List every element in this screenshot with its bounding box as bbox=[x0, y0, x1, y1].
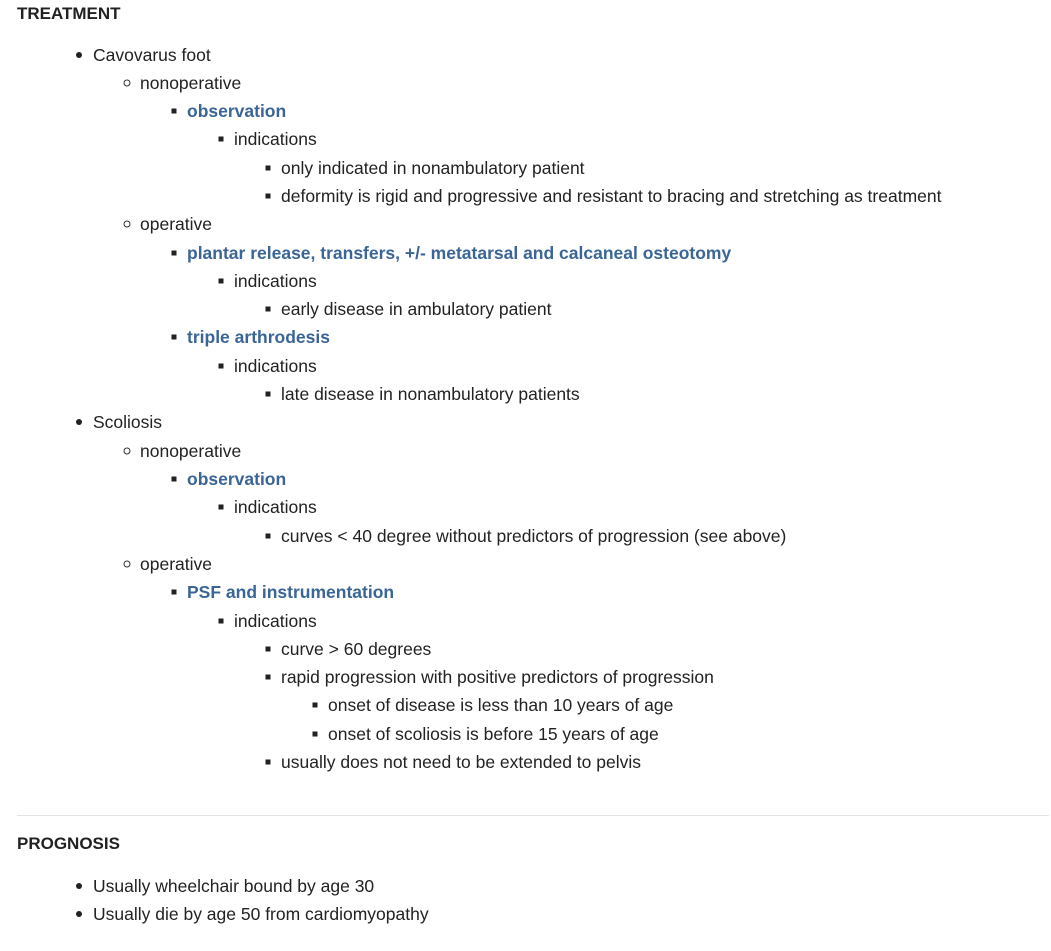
bullet-square bbox=[266, 307, 271, 312]
list-item-indications bbox=[221, 128, 317, 150]
bullet-square bbox=[172, 335, 177, 340]
item-text: Scoliosis bbox=[93, 412, 163, 432]
item-text: operative bbox=[140, 214, 212, 234]
section-divider bbox=[17, 815, 1049, 816]
item-text: onset of scoliosis is before 15 years of age bbox=[328, 724, 659, 744]
item-text: indications bbox=[234, 611, 317, 631]
bullet-square bbox=[219, 137, 224, 142]
bullet-square bbox=[172, 251, 177, 256]
list-item-nonoperative bbox=[127, 72, 241, 94]
bullet-square bbox=[266, 675, 271, 680]
list-item bbox=[268, 751, 641, 773]
item-text: operative bbox=[140, 554, 212, 574]
bullet-square bbox=[266, 392, 271, 397]
list-item-cavovarus bbox=[79, 44, 211, 66]
list-item-indications bbox=[221, 610, 317, 632]
item-text: indications bbox=[234, 129, 317, 149]
item-text: curve > 60 degrees bbox=[281, 639, 432, 659]
item-text: Usually wheelchair bound by age 30 bbox=[93, 876, 375, 896]
item-text: indications bbox=[234, 271, 317, 291]
list-item-scoliosis bbox=[79, 411, 162, 433]
bullet-square bbox=[219, 364, 224, 369]
bullet-disc bbox=[76, 911, 82, 917]
list-item-prognosis bbox=[79, 903, 429, 925]
list-item bbox=[315, 723, 659, 745]
list-item bbox=[268, 157, 585, 179]
observation-link[interactable]: observation bbox=[187, 469, 287, 489]
bullet-square bbox=[172, 477, 177, 482]
item-text: curves < 40 degree without predictors of progression (see above) bbox=[281, 526, 787, 546]
item-text: nonoperative bbox=[140, 73, 242, 93]
bullet-disc bbox=[76, 52, 82, 58]
bullet-square bbox=[313, 732, 318, 737]
bullet-disc bbox=[76, 883, 82, 889]
list-item-plantar-release bbox=[174, 242, 731, 264]
item-text: usually does not need to be extended to pelvis bbox=[281, 752, 641, 772]
bullet-square bbox=[266, 534, 271, 539]
bullet-square bbox=[172, 590, 177, 595]
item-text: rapid progression with positive predictors of progression bbox=[281, 667, 714, 687]
bullet-square bbox=[266, 647, 271, 652]
list-item-prognosis bbox=[79, 875, 374, 897]
list-item-operative bbox=[127, 553, 212, 575]
item-text: Usually die by age 50 from cardiomyopathy bbox=[93, 904, 429, 924]
list-item-nonoperative bbox=[127, 440, 241, 462]
list-item bbox=[268, 638, 431, 660]
list-item bbox=[315, 694, 673, 716]
prognosis-heading: PROGNOSIS bbox=[17, 834, 120, 853]
bullet-square bbox=[172, 109, 177, 114]
list-item bbox=[268, 185, 941, 207]
list-item-psf bbox=[174, 581, 394, 603]
item-text: late disease in nonambulatory patients bbox=[281, 384, 580, 404]
list-item-indications bbox=[221, 355, 317, 377]
bullet-square bbox=[266, 760, 271, 765]
list-item bbox=[268, 383, 580, 405]
treatment-heading: TREATMENT bbox=[17, 4, 121, 23]
bullet-square bbox=[219, 619, 224, 624]
bullet-circle bbox=[124, 448, 131, 455]
bullet-square bbox=[313, 703, 318, 708]
list-item-indications bbox=[221, 270, 317, 292]
item-text: deformity is rigid and progressive and resistant to bracing and stretching as treatment bbox=[281, 186, 942, 206]
item-text: Cavovarus foot bbox=[93, 45, 211, 65]
list-item-operative bbox=[127, 213, 212, 235]
item-text: nonoperative bbox=[140, 441, 242, 461]
list-item bbox=[268, 298, 551, 320]
item-text: indications bbox=[234, 497, 317, 517]
list-item-indications bbox=[221, 496, 317, 518]
list-item-triple-arthrodesis bbox=[174, 326, 330, 348]
item-text: early disease in ambulatory patient bbox=[281, 299, 552, 319]
plantar-release-link[interactable]: plantar release, transfers, +/- metatarsal and calcaneal osteotomy bbox=[187, 243, 732, 263]
bullet-square bbox=[219, 505, 224, 510]
item-text: onset of disease is less than 10 years of age bbox=[328, 695, 674, 715]
bullet-circle bbox=[124, 221, 131, 228]
bullet-square bbox=[219, 279, 224, 284]
bullet-circle bbox=[124, 561, 131, 568]
list-item-observation bbox=[174, 100, 286, 122]
list-item-observation bbox=[174, 468, 286, 490]
triple-arthrodesis-link[interactable]: triple arthrodesis bbox=[187, 327, 330, 347]
psf-instrumentation-link[interactable]: PSF and instrumentation bbox=[187, 582, 395, 602]
list-item bbox=[268, 525, 786, 547]
item-text: indications bbox=[234, 356, 317, 376]
bullet-circle bbox=[124, 80, 131, 87]
bullet-square bbox=[266, 194, 271, 199]
bullet-square bbox=[266, 166, 271, 171]
item-text: only indicated in nonambulatory patient bbox=[281, 158, 585, 178]
list-item bbox=[268, 666, 714, 688]
bullet-disc bbox=[76, 419, 82, 425]
observation-link[interactable]: observation bbox=[187, 101, 287, 121]
